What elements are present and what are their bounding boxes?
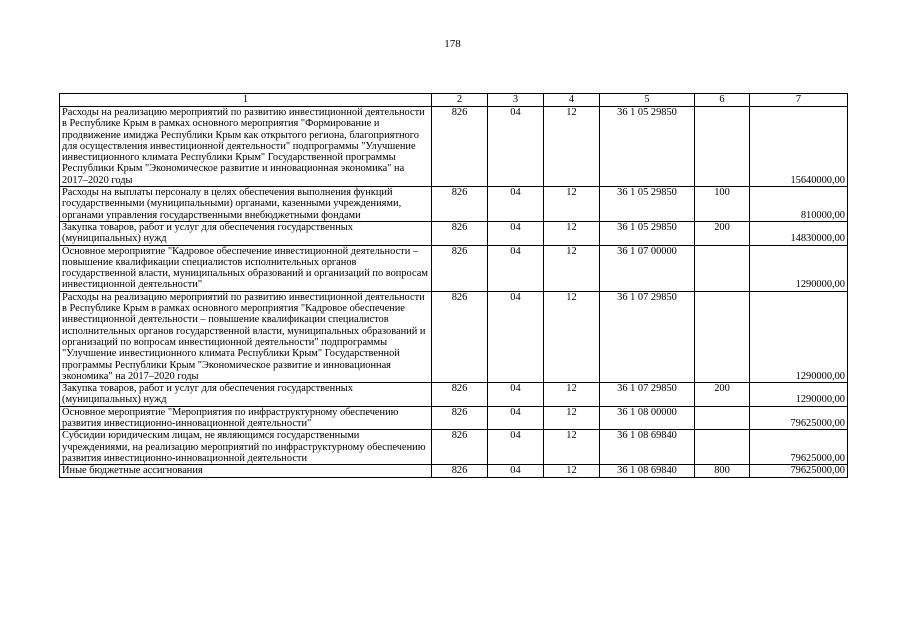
expense-type-code [695,406,750,430]
subsection-code: 12 [544,221,600,245]
table-header-row [60,94,848,107]
section-code: 04 [488,383,544,407]
target-code: 36 1 07 29850 [600,383,695,407]
amount: 79625000,00 [750,430,848,465]
ministry-code: 826 [432,245,488,291]
row-description: Расходы на выплаты персоналу в целях обеспечения выполнения функций государственными (муниципальными) органами, казенными учреждениями, органами управления государственными внебюджетными фондами [60,187,432,222]
table-row [60,406,848,430]
column-header: 3 [488,94,544,107]
page-number: 178 [444,38,461,50]
expense-type-code [695,107,750,187]
section-code: 04 [488,187,544,222]
subsection-code: 12 [544,406,600,430]
column-header: 1 [60,94,432,107]
row-description: Основное мероприятие "Мероприятия по инфраструктурному обеспечению развития инвестиционно-инновационной деятельности" [60,406,432,430]
ministry-code: 826 [432,465,488,477]
row-description: Закупка товаров, работ и услуг для обеспечения государственных (муниципальных) нужд [60,383,432,407]
column-header: 2 [432,94,488,107]
subsection-code: 12 [544,187,600,222]
table-row [60,430,848,465]
ministry-code: 826 [432,221,488,245]
table-row [60,187,848,222]
column-header: 7 [750,94,848,107]
ministry-code: 826 [432,383,488,407]
table-row [60,245,848,291]
row-description: Закупка товаров, работ и услуг для обеспечения государственных (муниципальных) нужд [60,221,432,245]
subsection-code: 12 [544,465,600,477]
section-code: 04 [488,221,544,245]
subsection-code: 12 [544,245,600,291]
subsection-code: 12 [544,430,600,465]
expense-type-code [695,291,750,382]
row-description: Иные бюджетные ассигнования [60,465,432,477]
table-row [60,221,848,245]
target-code: 36 1 07 29850 [600,291,695,382]
budget-table [59,93,848,478]
column-header: 6 [695,94,750,107]
ministry-code: 826 [432,406,488,430]
amount: 1290000,00 [750,291,848,382]
target-code: 36 1 05 29850 [600,221,695,245]
table-row [60,107,848,187]
amount: 79625000,00 [750,465,848,477]
section-code: 04 [488,107,544,187]
table-row [60,291,848,382]
target-code: 36 1 05 29850 [600,107,695,187]
row-description: Расходы на реализацию мероприятий по развитию инвестиционной деятельности в Республике Крым в рамках основного мероприятия "Кадровое обеспечение инвестиционной деятельности – повышение квалификации специалистов исполнительных органов государственной власти, муниципальных образований и организаций по вопросам инвестиционной деятельности" подпрограммы "Улучшение инвестиционного климата Республики Крым" Государственной программы Республики Крым "Экономическое развитие и инновационная экономика" на 2017–2020 годы [60,291,432,382]
amount: 79625000,00 [750,406,848,430]
amount: 15640000,00 [750,107,848,187]
ministry-code: 826 [432,187,488,222]
subsection-code: 12 [544,107,600,187]
row-description: Субсидии юридическим лицам, не являющимся государственными учреждениями, на реализацию мероприятий по инфраструктурному обеспечению развития инвестиционно-инновационной деятельности [60,430,432,465]
expense-type-code [695,430,750,465]
target-code: 36 1 08 69840 [600,430,695,465]
table-row [60,465,848,477]
ministry-code: 826 [432,107,488,187]
target-code: 36 1 05 29850 [600,187,695,222]
column-header: 4 [544,94,600,107]
target-code: 36 1 08 00000 [600,406,695,430]
expense-type-code: 100 [695,187,750,222]
row-description: Расходы на реализацию мероприятий по развитию инвестиционной деятельности в Республике Крым в рамках основного мероприятия "Формирование и продвижение имиджа Республики Крым как открытого региона, благоприятного для осуществления инвестиционной деятельности" подпрограммы "Улучшение инвестиционного климата Республики Крым" Государственной программы Республики Крым "Экономическое развитие и инновационная экономика" на 2017–2020 годы [60,107,432,187]
subsection-code: 12 [544,383,600,407]
amount: 14830000,00 [750,221,848,245]
section-code: 04 [488,245,544,291]
amount: 1290000,00 [750,383,848,407]
section-code: 04 [488,465,544,477]
column-header: 5 [600,94,695,107]
ministry-code: 826 [432,430,488,465]
section-code: 04 [488,430,544,465]
subsection-code: 12 [544,291,600,382]
ministry-code: 826 [432,291,488,382]
expense-type-code: 800 [695,465,750,477]
amount: 1290000,00 [750,245,848,291]
expense-type-code: 200 [695,383,750,407]
target-code: 36 1 07 00000 [600,245,695,291]
table-row [60,383,848,407]
expense-type-code: 200 [695,221,750,245]
target-code: 36 1 08 69840 [600,465,695,477]
expense-type-code [695,245,750,291]
amount: 810000,00 [750,187,848,222]
section-code: 04 [488,291,544,382]
section-code: 04 [488,406,544,430]
row-description: Основное мероприятие "Кадровое обеспечение инвестиционной деятельности – повышение квалификации специалистов исполнительных органов государственной власти, муниципальных образований и организаций по вопросам инвестиционной деятельности" [60,245,432,291]
